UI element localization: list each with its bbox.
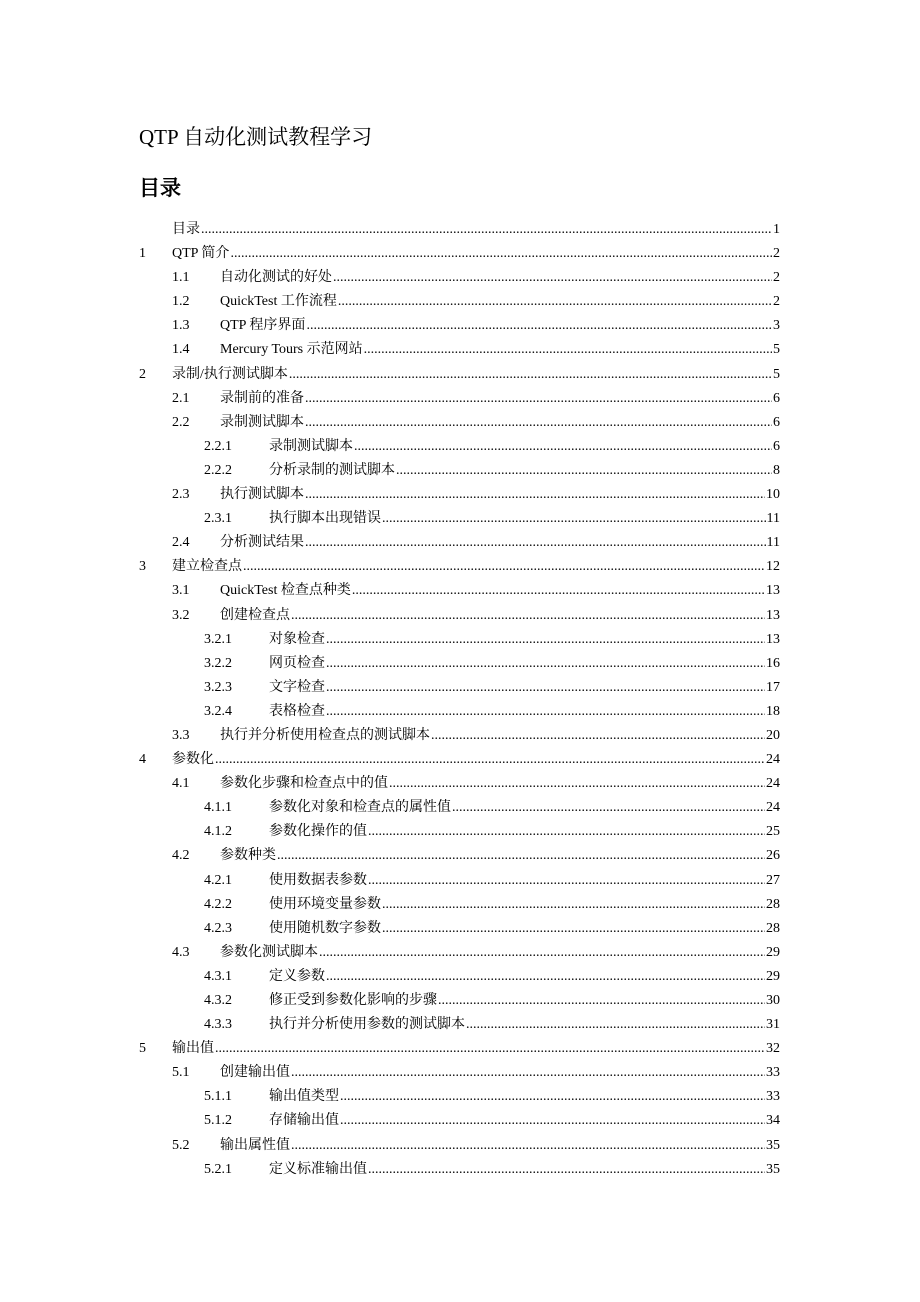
toc-entry-page: 29	[766, 944, 780, 960]
toc-entry[interactable]	[139, 1110, 780, 1134]
toc-entry[interactable]	[139, 556, 780, 580]
toc-leader-dots	[452, 797, 765, 819]
toc-entry[interactable]	[139, 629, 780, 653]
toc-leader-dots	[382, 508, 766, 530]
toc-entry[interactable]	[139, 821, 780, 845]
toc-leader-dots	[305, 484, 765, 506]
toc-leader-dots	[466, 1014, 765, 1036]
toc-entry-title: 定义标准输出值	[269, 1161, 367, 1177]
toc-entry-page: 11	[766, 535, 780, 551]
toc-entry-title: 参数化	[172, 752, 214, 768]
toc-leader-dots	[326, 966, 765, 988]
toc-entry-page: 5	[773, 366, 780, 382]
toc-entry-number: 4.1.1	[204, 800, 232, 816]
toc-entry[interactable]	[139, 605, 780, 629]
toc-entry-page: 5	[773, 342, 780, 358]
toc-entry-number: 3.2.2	[204, 655, 232, 671]
toc-leader-dots	[326, 701, 765, 723]
toc-leader-dots	[291, 1135, 765, 1157]
toc-entry[interactable]	[139, 1086, 780, 1110]
toc-leader-dots	[431, 725, 765, 747]
toc-entry-title: 创建输出值	[220, 1065, 290, 1081]
toc-leader-dots	[215, 749, 765, 771]
toc-entry-number: 3	[139, 559, 146, 575]
toc-entry-number: 4.1.2	[204, 824, 232, 840]
toc-entry-title: 执行并分析使用参数的测试脚本	[269, 1017, 465, 1033]
toc-entry[interactable]	[139, 243, 780, 267]
toc-entry-number: 2.2.2	[204, 462, 232, 478]
toc-entry-page: 2	[773, 294, 780, 310]
toc-entry-number: 2.3.1	[204, 511, 232, 527]
toc-entry-page: 1	[773, 222, 780, 237]
toc-leader-dots	[364, 339, 772, 361]
toc-entry-number: 5.1	[172, 1065, 190, 1081]
toc-entry-page: 6	[773, 414, 780, 430]
toc-entry-number: 1	[139, 246, 146, 262]
toc-leader-dots	[382, 918, 765, 940]
toc-entry[interactable]	[139, 580, 780, 604]
document-title: QTP 自动化测试教程学习	[139, 125, 373, 149]
toc-entry-page: 6	[773, 390, 780, 406]
toc-entry[interactable]	[139, 1159, 780, 1183]
toc-entry-number: 4.2	[172, 848, 190, 864]
toc-leader-dots	[201, 219, 772, 241]
toc-entry-page: 13	[766, 583, 780, 599]
toc-leader-dots	[291, 605, 765, 627]
toc-leader-dots	[389, 773, 765, 795]
toc-entry-number: 2.2	[172, 414, 190, 430]
toc-leader-dots	[352, 580, 765, 602]
toc-entry-page: 24	[766, 752, 780, 768]
toc-leader-dots	[338, 291, 772, 313]
toc-leader-dots	[230, 243, 772, 265]
toc-entry[interactable]	[139, 436, 780, 460]
toc-entry-number: 2.3	[172, 487, 190, 503]
toc-entry-page: 35	[766, 1161, 780, 1177]
toc-entry-number: 1.4	[172, 342, 190, 358]
toc-entry-title: 目录	[172, 222, 200, 237]
toc-entry-title: 文字检查	[269, 679, 325, 695]
toc-leader-dots	[326, 677, 765, 699]
toc-entry-page: 31	[766, 1017, 780, 1033]
toc-entry-title: 存储输出值	[269, 1113, 339, 1129]
toc-entry-number: 4.3.2	[204, 993, 232, 1008]
toc-entry-title: 网页检查	[269, 655, 325, 671]
toc-entry[interactable]	[139, 219, 780, 243]
toc-entry-number: 5.1.2	[204, 1113, 232, 1129]
toc-entry[interactable]	[139, 942, 780, 966]
toc-entry-title: 参数化操作的值	[269, 824, 367, 840]
toc-entry-number: 1.2	[172, 294, 190, 310]
toc-entry-title: 执行并分析使用检查点的测试脚本	[220, 727, 430, 743]
toc-entry-number: 4.1	[172, 776, 190, 792]
toc-entry-title: 录制测试脚本	[220, 414, 304, 430]
toc-entry[interactable]	[139, 508, 780, 532]
toc-entry-number: 4.2.2	[204, 896, 232, 912]
toc-entry-page: 28	[766, 896, 780, 912]
toc-entry[interactable]	[139, 388, 780, 412]
toc-entry-title: 输出值类型	[269, 1089, 339, 1105]
toc-entry-title: QTP 程序界面	[220, 318, 306, 334]
toc-entry-title: 修正受到参数化影响的步骤	[269, 993, 437, 1008]
toc-entry-page: 16	[766, 655, 780, 671]
toc-entry[interactable]	[139, 364, 780, 388]
toc-entry-page: 20	[766, 727, 780, 743]
toc-entry-page: 34	[766, 1113, 780, 1129]
toc-entry-page: 26	[766, 848, 780, 864]
toc-leader-dots	[305, 412, 772, 434]
toc-entry-title: 定义参数	[269, 968, 325, 984]
toc-entry-number: 5	[139, 1041, 146, 1057]
toc-leader-dots	[354, 436, 772, 458]
toc-entry[interactable]	[139, 966, 780, 990]
toc-entry-title: 输出属性值	[220, 1137, 290, 1153]
toc-entry-page: 10	[766, 487, 780, 503]
toc-entry[interactable]	[139, 870, 780, 894]
toc-entry-number: 5.2.1	[204, 1161, 232, 1177]
toc-entry[interactable]	[139, 339, 780, 363]
toc-entry[interactable]	[139, 653, 780, 677]
toc-entry[interactable]	[139, 894, 780, 918]
toc-entry-title: 执行测试脚本	[220, 487, 304, 503]
toc-entry-page: 13	[766, 607, 780, 623]
toc-entry-number: 1.1	[172, 270, 190, 286]
toc-entry-page: 24	[766, 800, 780, 816]
toc-leader-dots	[215, 1038, 765, 1060]
toc-leader-dots	[277, 845, 765, 867]
toc-entry-title: 参数化对象和检查点的属性值	[269, 800, 451, 816]
toc-leader-dots	[396, 460, 772, 482]
toc-leader-dots	[326, 653, 765, 675]
toc-entry-page: 35	[766, 1137, 780, 1153]
toc-entry-number: 3.2	[172, 607, 190, 623]
toc-entry-page: 6	[773, 438, 780, 454]
toc-entry[interactable]	[139, 749, 780, 773]
toc-leader-dots	[368, 1159, 765, 1181]
toc-entry[interactable]	[139, 990, 780, 1014]
toc-entry-number: 1.3	[172, 318, 190, 334]
toc-leader-dots	[438, 990, 765, 1012]
toc-entry[interactable]	[139, 1062, 780, 1086]
toc-entry-page: 12	[766, 559, 780, 575]
toc-entry-number: 4.3.1	[204, 968, 232, 984]
toc-entry-title: QuickTest 工作流程	[220, 294, 337, 310]
toc-entry-page: 2	[773, 270, 780, 286]
toc-entry-title: 分析测试结果	[220, 535, 304, 551]
toc-entry[interactable]	[139, 701, 780, 725]
toc-leader-dots	[340, 1110, 765, 1132]
toc-entry-title: 录制/执行测试脚本	[172, 366, 288, 382]
toc-entry[interactable]	[139, 677, 780, 701]
toc-entry[interactable]	[139, 484, 780, 508]
toc-entry[interactable]	[139, 1135, 780, 1159]
toc-entry-number: 2.1	[172, 390, 190, 406]
toc-entry-number: 4.3.3	[204, 1017, 232, 1033]
toc-entry-title: 自动化测试的好处	[220, 270, 332, 286]
toc-leader-dots	[305, 532, 766, 554]
toc-entry[interactable]	[139, 845, 780, 869]
table-of-contents	[139, 219, 780, 1183]
toc-entry-title: 对象检查	[269, 631, 325, 647]
toc-entry-page: 29	[766, 968, 780, 984]
toc-entry-page: 30	[766, 993, 780, 1008]
toc-entry-number: 3.2.4	[204, 703, 232, 719]
toc-entry-number: 3.2.1	[204, 631, 232, 647]
toc-entry-page: 13	[766, 631, 780, 647]
toc-entry-title: 使用数据表参数	[269, 872, 367, 888]
toc-entry-page: 2	[773, 246, 780, 262]
toc-entry[interactable]	[139, 412, 780, 436]
toc-entry[interactable]	[139, 291, 780, 315]
toc-entry-title: 录制前的准备	[220, 390, 304, 406]
toc-leader-dots	[319, 942, 765, 964]
toc-entry-page: 33	[766, 1089, 780, 1105]
toc-entry-title: 录制测试脚本	[269, 438, 353, 454]
toc-leader-dots	[289, 364, 772, 386]
toc-entry-title: 使用随机数字参数	[269, 920, 381, 936]
toc-entry-number: 4.2.3	[204, 920, 232, 936]
toc-leader-dots	[305, 388, 772, 410]
toc-entry-title: 表格检查	[269, 703, 325, 719]
toc-entry-page: 27	[766, 872, 780, 888]
toc-leader-dots	[368, 821, 765, 843]
toc-entry-number: 2	[139, 366, 146, 382]
toc-entry[interactable]	[139, 918, 780, 942]
toc-entry-title: 使用环境变量参数	[269, 896, 381, 912]
toc-leader-dots	[243, 556, 765, 578]
toc-entry-title: 参数化测试脚本	[220, 944, 318, 960]
toc-entry-number: 2.2.1	[204, 438, 232, 454]
toc-entry-number: 3.3	[172, 727, 190, 743]
toc-entry-page: 33	[766, 1065, 780, 1081]
toc-entry-page: 8	[773, 462, 780, 478]
toc-leader-dots	[326, 629, 765, 651]
toc-leader-dots	[333, 267, 772, 289]
toc-entry-page: 3	[773, 318, 780, 334]
toc-entry-number: 3.2.3	[204, 679, 232, 695]
toc-entry-title: 参数种类	[220, 848, 276, 864]
toc-entry[interactable]	[139, 1014, 780, 1038]
toc-leader-dots	[368, 870, 765, 892]
toc-entry-number: 5.2	[172, 1137, 190, 1153]
toc-entry-page: 24	[766, 776, 780, 792]
toc-leader-dots	[306, 315, 772, 337]
toc-entry-page: 28	[766, 920, 780, 936]
toc-entry[interactable]	[139, 1038, 780, 1062]
toc-heading: 目录	[139, 176, 181, 200]
toc-entry-number: 4	[139, 752, 146, 768]
toc-entry-title: 创建检查点	[220, 607, 290, 623]
toc-entry-title: 分析录制的测试脚本	[269, 462, 395, 478]
toc-entry-number: 3.1	[172, 583, 190, 599]
toc-entry-page: 18	[766, 703, 780, 719]
toc-leader-dots	[382, 894, 765, 916]
toc-entry[interactable]	[139, 532, 780, 556]
toc-entry-title: QuickTest 检查点种类	[220, 583, 351, 599]
toc-leader-dots	[291, 1062, 765, 1084]
toc-entry[interactable]	[139, 773, 780, 797]
toc-entry-number: 5.1.1	[204, 1089, 232, 1105]
toc-leader-dots	[340, 1086, 765, 1108]
toc-entry-page: 11	[766, 511, 780, 527]
toc-entry-title: Mercury Tours 示范网站	[220, 342, 363, 358]
toc-entry-number: 2.4	[172, 535, 190, 551]
toc-entry[interactable]	[139, 797, 780, 821]
toc-entry[interactable]	[139, 725, 780, 749]
toc-entry-number: 4.3	[172, 944, 190, 960]
toc-entry-title: 输出值	[172, 1041, 214, 1057]
toc-entry-title: 执行脚本出现错误	[269, 511, 381, 527]
toc-entry[interactable]	[139, 267, 780, 291]
toc-entry-title: QTP 简介	[172, 246, 230, 262]
toc-entry-title: 参数化步骤和检查点中的值	[220, 776, 388, 792]
toc-entry-page: 17	[766, 679, 780, 695]
toc-entry-page: 25	[766, 824, 780, 840]
toc-entry-title: 建立检查点	[172, 559, 242, 575]
toc-entry-page: 32	[766, 1041, 780, 1057]
toc-entry[interactable]	[139, 460, 780, 484]
toc-entry-number: 4.2.1	[204, 872, 232, 888]
toc-entry[interactable]	[139, 315, 780, 339]
